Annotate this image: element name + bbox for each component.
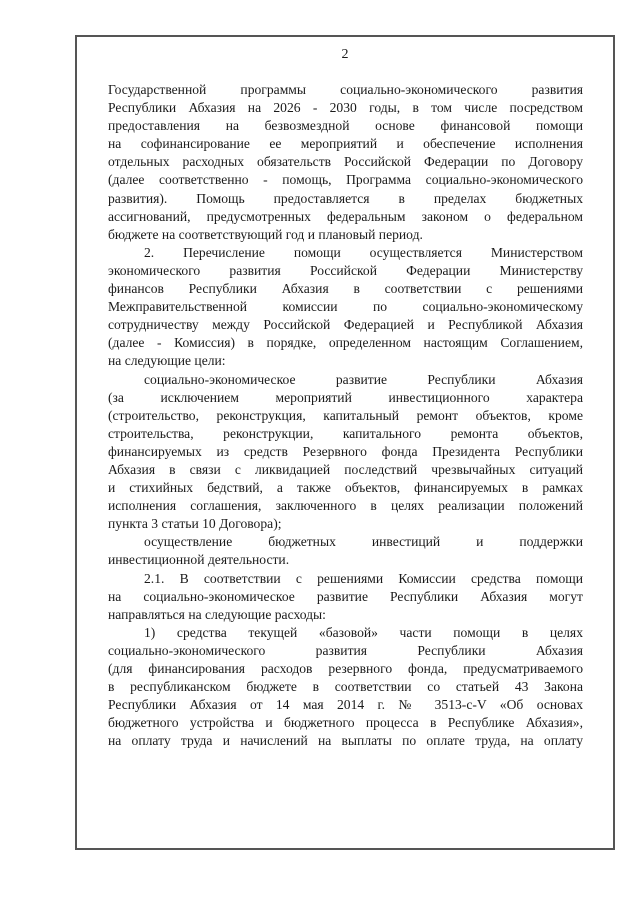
text-line: 2. Перечисление помощи осуществляется Министерством (144, 244, 583, 260)
text-line: бюджетного устройства и бюджетного процесса в Республике Абхазия», (108, 715, 583, 731)
text-line: Абхазия в связи с ликвидацией последствий чрезвычайных ситуаций (108, 461, 583, 477)
text-line: (за исключением мероприятий инвестиционного характера (108, 389, 583, 405)
text-line: Межправительственной комиссии по социально-экономическому (108, 299, 583, 315)
text-line: на следующие цели: (108, 353, 226, 369)
text-line: направляться на следующие расходы: (108, 606, 326, 622)
text-line: социально-экономическое развитие Республики Абхазия (144, 371, 583, 387)
text-line: (строительство, реконструкция, капитальный ремонт объектов, кроме (108, 407, 583, 423)
text-line: на социально-экономическое развитие Республики Абхазия могут (108, 588, 583, 604)
text-line: осуществление бюджетных инвестиций и поддержки (144, 534, 583, 550)
text-line: 2.1. В соответствии с решениями Комиссии средства помощи (144, 570, 583, 586)
text-line: бюджете на соответствующий год и плановый период. (108, 226, 423, 242)
text-line: предоставления на безвозмездной основе финансовой помощи (108, 118, 583, 134)
text-line: финансов Республики Абхазия в соответствии с решениями (108, 281, 583, 297)
text-line: строительства, реконструкции, капитального ремонта объектов, (108, 425, 583, 441)
text-line: и стихийных бедствий, а также объектов, финансируемых в рамках (108, 480, 583, 496)
text-line: социально-экономического развития Республики Абхазия (108, 642, 583, 658)
text-line: (далее соответственно - помощь, Программа социально-экономического (108, 172, 583, 188)
text-line: инвестиционной деятельности. (108, 552, 290, 568)
text-line: на софинансирование ее мероприятий и обеспечение исполнения (108, 136, 583, 152)
text-line: (для финансирования расходов резервного фонда, предусматриваемого (108, 661, 583, 676)
page-number: 2 (341, 47, 349, 62)
text-line: сотрудничеству между Российской Федерацией и Республикой Абхазия (108, 317, 583, 333)
text-line: Республики Абхазия на 2026 - 2030 годы, в том числе посредством (108, 100, 583, 116)
text-line: на оплату труда и начислений на выплаты по оплате труда, на оплату (108, 733, 583, 749)
text-line: (далее - Комиссия) в порядке, определенном настоящим Соглашением, (108, 335, 583, 351)
text-line: Республики Абхазия от 14 мая 2014 г. № 3513-с-V «Об основах (108, 697, 583, 713)
text-line: ассигнований, предусмотренных федеральным законом о федеральном (108, 208, 583, 224)
page-frame (75, 35, 615, 850)
text-line: исполнения соглашения, заключенного в целях реализации положений (108, 498, 583, 514)
text-line: отдельных расходных обязательств Российской Федерации по Договору (108, 154, 583, 170)
text-line: развития). Помощь предоставляется в пределах бюджетных (108, 190, 583, 206)
text-line: Государственной программы социально-экономического развития (108, 82, 583, 97)
text-line: в республиканском бюджете в соответствии со статьей 43 Закона (108, 679, 583, 695)
text-line: финансируемых из средств Резервного фонда Президента Республики (108, 443, 583, 459)
document-body (108, 81, 583, 750)
text-line: пункта 3 статьи 10 Договора); (108, 516, 282, 532)
text-line: экономического развития Российской Федерации Министерству (108, 262, 583, 278)
text-line: 1) средства текущей «базовой» части помощи в целях (144, 624, 583, 640)
